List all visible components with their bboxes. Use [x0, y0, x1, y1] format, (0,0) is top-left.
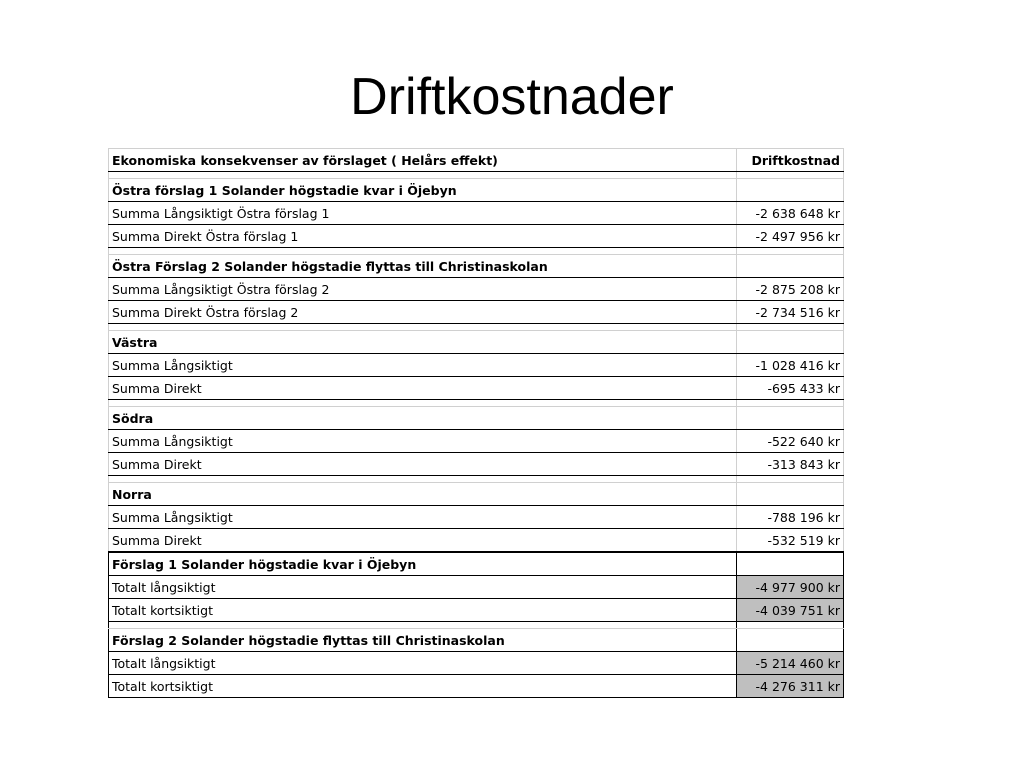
- table-row: [109, 453, 844, 476]
- row-label: Totalt kortsiktigt: [109, 599, 737, 622]
- section-row-sodra: [109, 407, 844, 430]
- total-section-row-1: [109, 552, 844, 576]
- table-row: [109, 377, 844, 400]
- row-value: -5 214 460 kr: [737, 652, 844, 675]
- total-section-title: Förslag 2 Solander högstadie flyttas till Christinaskolan: [109, 629, 737, 652]
- row-value: -2 875 208 kr: [737, 278, 844, 301]
- row-value: -2 497 956 kr: [737, 225, 844, 248]
- row-label: Summa Direkt: [109, 453, 737, 476]
- row-label: Totalt långsiktigt: [109, 652, 737, 675]
- table-row: [109, 529, 844, 553]
- spacer-row: [109, 622, 844, 629]
- table-row: [109, 301, 844, 324]
- section-title: Norra: [109, 483, 737, 506]
- total-row: [109, 599, 844, 622]
- total-row: [109, 576, 844, 599]
- section-title: Västra: [109, 331, 737, 354]
- table-row: [109, 430, 844, 453]
- table-row: [109, 278, 844, 301]
- header-value: Driftkostnad: [737, 149, 844, 172]
- table-row: [109, 354, 844, 377]
- row-label: Totalt kortsiktigt: [109, 675, 737, 698]
- row-value: -532 519 kr: [737, 529, 844, 553]
- header-label: Ekonomiska konsekvenser av förslaget ( Helårs effekt): [109, 149, 737, 172]
- row-label: Summa Långsiktigt Östra förslag 2: [109, 278, 737, 301]
- section-row-ostra-2: [109, 255, 844, 278]
- section-title: Östra förslag 1 Solander högstadie kvar i Öjebyn: [109, 179, 737, 202]
- row-value: -788 196 kr: [737, 506, 844, 529]
- section-row-vastra: [109, 331, 844, 354]
- row-value: -2 734 516 kr: [737, 301, 844, 324]
- section-row-ostra-1: [109, 179, 844, 202]
- slide-title: Driftkostnader: [350, 68, 674, 126]
- row-label: Summa Direkt Östra förslag 1: [109, 225, 737, 248]
- row-label: Summa Direkt: [109, 377, 737, 400]
- row-label: Summa Långsiktigt: [109, 506, 737, 529]
- row-label: Summa Direkt: [109, 529, 737, 553]
- spacer-row: [109, 400, 844, 407]
- section-title: Östra Förslag 2 Solander högstadie flyttas till Christinaskolan: [109, 255, 737, 278]
- total-row: [109, 675, 844, 698]
- section-title: Södra: [109, 407, 737, 430]
- spacer-row: [109, 476, 844, 483]
- row-value: -313 843 kr: [737, 453, 844, 476]
- total-section-row-2: [109, 629, 844, 652]
- row-label: Totalt långsiktigt: [109, 576, 737, 599]
- spacer-row: [109, 324, 844, 331]
- row-value: -1 028 416 kr: [737, 354, 844, 377]
- row-value: -4 039 751 kr: [737, 599, 844, 622]
- row-label: Summa Direkt Östra förslag 2: [109, 301, 737, 324]
- table-header-row: [109, 149, 844, 172]
- section-row-norra: [109, 483, 844, 506]
- table-row: [109, 202, 844, 225]
- row-label: Summa Långsiktigt Östra förslag 1: [109, 202, 737, 225]
- row-value: -695 433 kr: [737, 377, 844, 400]
- row-label: Summa Långsiktigt: [109, 354, 737, 377]
- table-row: [109, 225, 844, 248]
- row-value: -4 977 900 kr: [737, 576, 844, 599]
- row-value: -4 276 311 kr: [737, 675, 844, 698]
- total-row: [109, 652, 844, 675]
- cost-table: [108, 148, 844, 698]
- row-value: -2 638 648 kr: [737, 202, 844, 225]
- row-label: Summa Långsiktigt: [109, 430, 737, 453]
- total-section-title: Förslag 1 Solander högstadie kvar i Öjebyn: [109, 552, 737, 576]
- spacer-row: [109, 248, 844, 255]
- row-value: -522 640 kr: [737, 430, 844, 453]
- spacer-row: [109, 172, 844, 179]
- table-row: [109, 506, 844, 529]
